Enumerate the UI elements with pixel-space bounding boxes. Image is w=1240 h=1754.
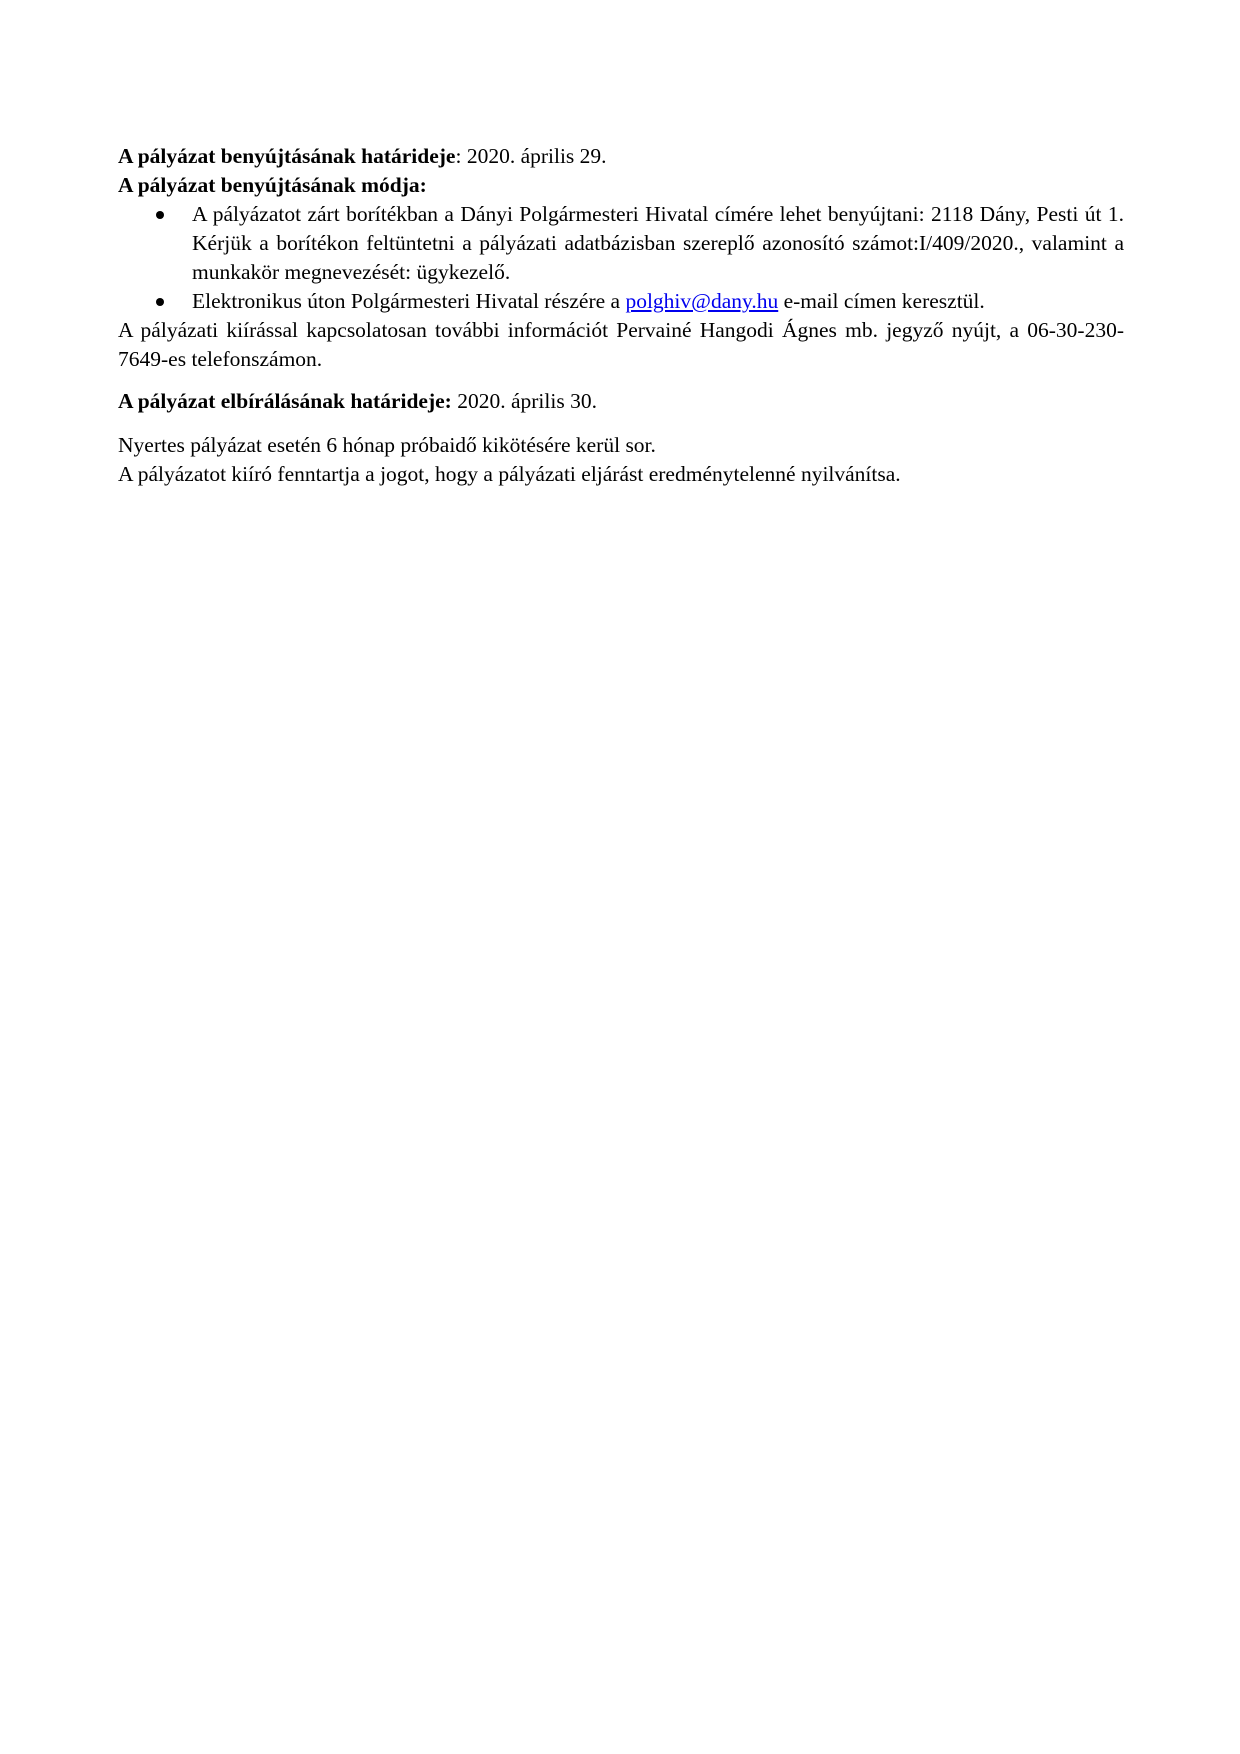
bullet-text-postal: A pályázatot zárt borítékban a Dányi Polgármesteri Hivatal címére lehet benyújtani: 2118 Dány, Pesti út 1. Kérjük a borítékon feltüntetni a pályázati adatbázisban szereplő azonosító számot:I/409/2020., valamint a munkakör megnevezését: ügykezelő. <box>192 202 1124 284</box>
bullet-text-electronic-before: Elektronikus úton Polgármesteri Hivatal részére a <box>192 289 626 313</box>
document-body <box>118 142 1124 489</box>
evaluation-line <box>118 387 1124 416</box>
deadline-separator: : <box>455 144 462 168</box>
rights-line: A pályázatot kiíró fenntartja a jogot, hogy a pályázati eljárást eredménytelenné nyilvánítsa. <box>118 462 901 486</box>
deadline-line <box>118 142 1124 171</box>
bullet-icon <box>156 298 164 306</box>
submission-method-label: A pályázat benyújtásának módja: <box>118 173 427 197</box>
bullet-text-electronic-after: e-mail címen keresztül. <box>778 289 985 313</box>
submission-method-list <box>118 200 1124 316</box>
probation-line: Nyertes pályázat esetén 6 hónap próbaidő kikötésére kerül sor. <box>118 433 656 457</box>
deadline-label: A pályázat benyújtásának határideje <box>118 144 456 168</box>
info-paragraph: A pályázati kiírással kapcsolatosan további információt Pervainé Hangodi Ágnes mb. jegyző nyújt, a 06-30-230-7649-es telefonszámon. <box>118 318 1124 371</box>
deadline-value: 2020. április 29. <box>461 144 607 168</box>
bullet-icon <box>156 211 164 219</box>
list-item <box>118 287 1124 316</box>
spacer <box>118 416 1124 431</box>
list-item <box>118 200 1124 287</box>
email-link[interactable]: polghiv@dany.hu <box>625 289 779 313</box>
spacer <box>118 374 1124 387</box>
evaluation-value: 2020. április 30. <box>451 389 597 413</box>
evaluation-label: A pályázat elbírálásának határideje: <box>118 389 452 413</box>
submission-method-heading <box>118 171 1124 200</box>
